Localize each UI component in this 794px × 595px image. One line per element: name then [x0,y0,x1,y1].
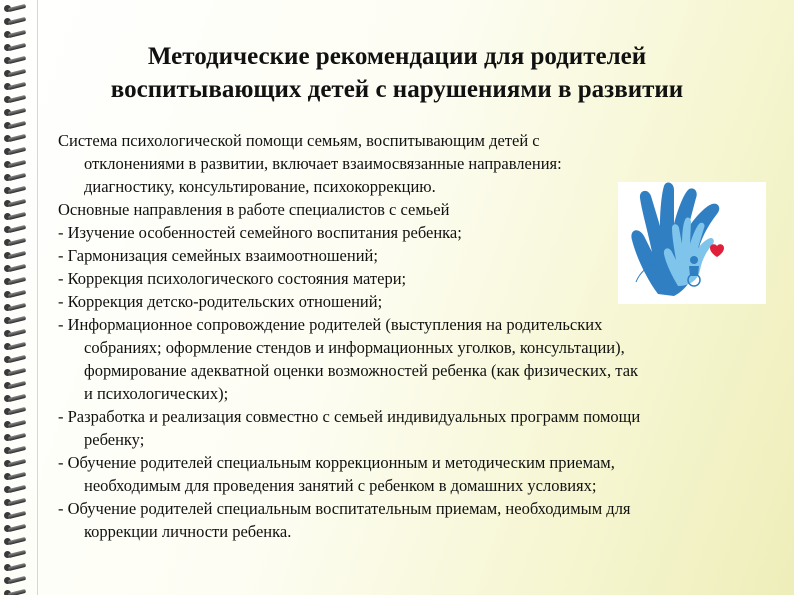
spiral-ring-icon [4,459,26,468]
spiral-ring-icon [4,368,26,377]
spiral-ring-icon [4,121,26,130]
spiral-ring-icon [4,251,26,260]
spiral-ring-icon [4,589,26,595]
spiral-ring-icon [4,563,26,572]
title-line-1: Методические рекомендации для родителей [147,43,647,70]
spiral-ring-icon [4,238,26,247]
list-item: - Коррекция психологического состояния матери; [58,269,407,288]
spiral-ring-icon [4,17,26,26]
body-line: Основные направления в работе специалистов с семьей [58,200,450,219]
spiral-ring-icon [4,420,26,429]
slide-title [40,40,754,106]
spiral-binding [0,0,40,595]
list-item: - Информационное сопровождение родителей (выступления на родительских [58,315,603,334]
body-line: Система психологической помощи семьям, воспитывающим детей с [58,131,540,150]
list-item-continuation: собраниях; оформление стендов и информационных уголков, консультации), [84,338,625,357]
spiral-ring-icon [4,342,26,351]
list-item-continuation: формирование адекватной оценки возможностей ребенка (как физических, так [84,361,639,380]
spiral-ring-icon [4,472,26,481]
spiral-ring-icon [4,277,26,286]
title-line-2: воспитывающих детей с нарушениями в развитии [110,76,684,103]
spiral-ring-icon [4,264,26,273]
spiral-ring-icon [4,147,26,156]
list-item: - Гармонизация семейных взаимоотношений; [58,246,378,265]
spiral-ring-icon [4,381,26,390]
list-item-continuation: необходимым для проведения занятий с ребенком в домашних условиях; [84,476,597,495]
spiral-ring-icon [4,550,26,559]
list-item: - Коррекция детско-родительских отношений; [58,292,383,311]
list-item: - Обучение родителей специальным воспитательным приемам, необходимым для [58,499,631,518]
spiral-ring-icon [4,225,26,234]
spiral-ring-icon [4,186,26,195]
spiral-ring-icon [4,95,26,104]
spiral-ring-icon [4,82,26,91]
spiral-ring-icon [4,4,26,13]
spiral-ring-icon [4,511,26,520]
spiral-ring-icon [4,199,26,208]
spiral-ring-icon [4,498,26,507]
spiral-ring-icon [4,30,26,39]
spiral-ring-icon [4,160,26,169]
spiral-ring-icon [4,290,26,299]
spiral-ring-icon [4,433,26,442]
spiral-ring-icon [4,524,26,533]
list-item: - Разработка и реализация совместно с семьей индивидуальных программ помощи [58,407,641,426]
list-item-continuation: ребенку; [84,430,145,449]
spiral-ring-icon [4,173,26,182]
body-line: отклонениями в развитии, включает взаимосвязанные направления: [84,154,562,173]
list-item: - Обучение родителей специальным коррекционным и методическим приемам, [58,453,615,472]
list-item-continuation: и психологических); [84,384,229,403]
spiral-ring-icon [4,407,26,416]
spiral-ring-icon [4,537,26,546]
spiral-ring-icon [4,303,26,312]
page-edge-line [37,0,38,595]
spiral-ring-icon [4,355,26,364]
spiral-ring-icon [4,446,26,455]
spiral-ring-icon [4,134,26,143]
spiral-ring-icon [4,108,26,117]
spiral-ring-icon [4,485,26,494]
spiral-ring-icon [4,43,26,52]
spiral-ring-icon [4,56,26,65]
spiral-ring-icon [4,69,26,78]
spiral-ring-icon [4,576,26,585]
spiral-ring-icon [4,316,26,325]
list-item-continuation: коррекции личности ребенка. [84,522,292,541]
list-item: - Изучение особенностей семейного воспитания ребенка; [58,223,462,242]
slide-body [58,129,778,543]
spiral-ring-icon [4,329,26,338]
spiral-ring-icon [4,394,26,403]
spiral-ring-icon [4,212,26,221]
body-line: диагностику, консультирование, психокоррекцию. [84,177,436,196]
